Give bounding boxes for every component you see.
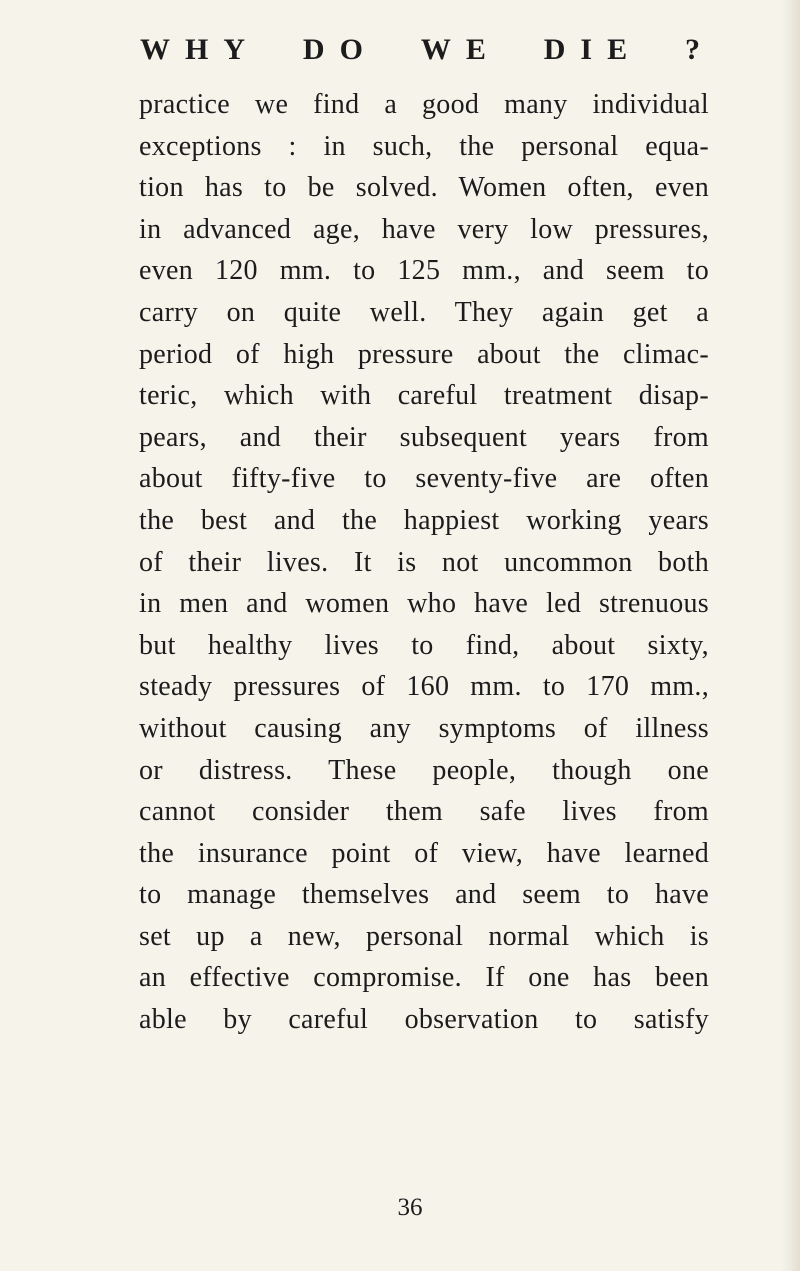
text-line: or distress. These people, though one: [139, 754, 709, 786]
text-line: an effective compromise. If one has been: [139, 962, 709, 994]
text-line: but healthy lives to find, about sixty,: [139, 629, 709, 661]
running-head-letter: W: [140, 33, 170, 66]
running-head-word: [303, 30, 363, 70]
text-line: steady pressures of 160 mm. to 170 mm.,: [139, 671, 709, 703]
running-head-letter: D: [302, 33, 325, 66]
running-head-letter: E: [465, 33, 486, 66]
text-line: set up a new, personal normal which is: [139, 920, 709, 952]
running-head-letter: H: [185, 33, 209, 66]
text-line: carry on quite well. They again get a: [139, 296, 709, 328]
text-line: the insurance point of view, have learned: [139, 837, 709, 869]
running-head-letter: Y: [223, 33, 246, 66]
text-line: of their lives. It is not uncommon both: [139, 546, 709, 578]
running-head-letter: ?: [684, 33, 700, 66]
running-head-letter: E: [607, 33, 628, 66]
body-text: [139, 84, 709, 1041]
text-line: to manage themselves and seem to have: [139, 879, 709, 911]
text-line: about fifty-five to seventy-five are often: [139, 463, 709, 495]
running-head-word: [685, 30, 700, 70]
text-line: in advanced age, have very low pressures,: [139, 213, 709, 245]
text-line: the best and the happiest working years: [139, 504, 709, 536]
running-head-letter: W: [420, 33, 451, 66]
running-head-word: [421, 30, 486, 70]
text-line: practice we find a good many individual: [139, 89, 709, 120]
running-head-word: [140, 30, 245, 70]
text-line: exceptions : in such, the personal equa-: [139, 130, 709, 162]
page-number: 36: [397, 1194, 423, 1221]
text-line: tion has to be solved. Women often, even: [139, 172, 709, 204]
text-line: able by careful observation to satisfy: [139, 1004, 709, 1036]
text-line: in men and women who have led strenuous: [139, 588, 709, 620]
text-line: even 120 mm. to 125 mm., and seem to: [139, 255, 709, 287]
text-line: teric, which with careful treatment disap-: [139, 380, 709, 412]
running-head-letter: I: [580, 33, 593, 66]
text-line: pears, and their subsequent years from: [139, 421, 709, 453]
running-head: [140, 30, 700, 70]
running-head-word: [544, 30, 627, 70]
text-line: cannot consider them safe lives from: [139, 796, 709, 828]
running-head-letter: D: [543, 33, 566, 66]
running-head-letter: O: [339, 33, 363, 66]
text-line: without causing any symptoms of illness: [139, 712, 709, 744]
text-line: period of high pressure about the climac-: [139, 338, 709, 370]
page-edge: [782, 0, 800, 1271]
